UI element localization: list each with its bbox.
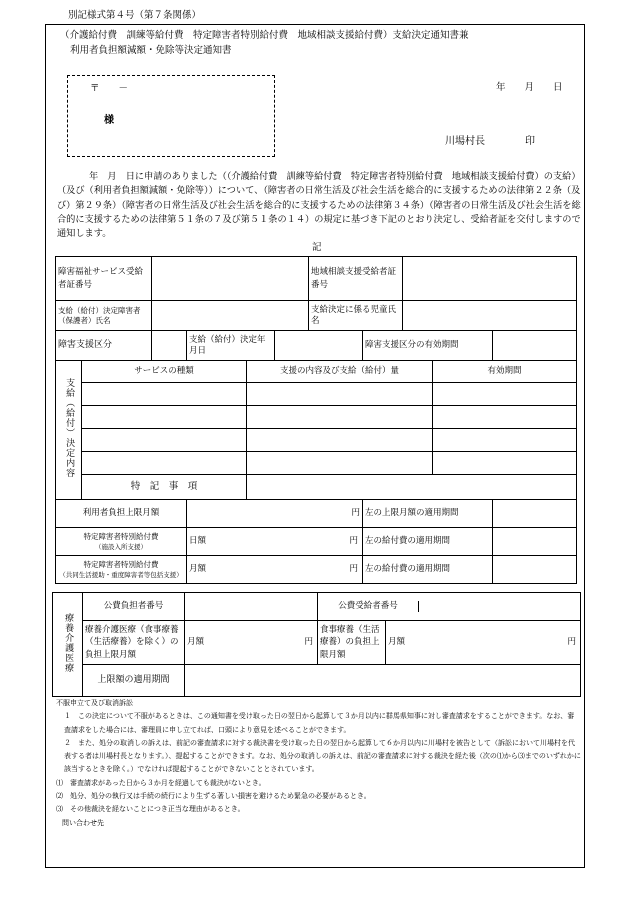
tokutei2-amount[interactable] xyxy=(187,556,363,584)
recipient-no-label: 公費受給者番号 xyxy=(318,601,419,612)
benefit-valid-label-2: 左の給付費の適用期間 xyxy=(363,556,493,584)
special-label: 特 記 事 項 xyxy=(82,475,247,500)
notes-block xyxy=(56,697,581,830)
valid-cell[interactable] xyxy=(433,406,577,429)
medical-limit-valid-value[interactable] xyxy=(185,665,581,697)
decision-content-label: 支給（給付）決定内容 xyxy=(64,378,75,479)
care-yen: 円 xyxy=(304,637,313,647)
valid-cell[interactable] xyxy=(433,429,577,452)
amount-cell[interactable] xyxy=(247,406,433,429)
amount-cell[interactable] xyxy=(247,383,433,406)
service-cell[interactable] xyxy=(82,383,247,406)
body-text: 年 月 日に申請のありました（（介護給付費 訓練等給付費 特定障害者特別給付費 地域相談支援給付費）の支給）（及び（利用者負担額減額・免除等））について、（障害者の日常生活及び社会生活を総合的に支援するための法律第２２条（及び）第２９条）（障害者の日常生活及び社会生活を総合的に支援するための法律第３４条）（障害者の日常生活及び社会生活を総合的に支援するための法律第５１条の７及び第５１条の１４）の規定に基づき下記のとおり決定し、受給者証を交付しますので通知します。 xyxy=(57,171,581,240)
decision-content-side xyxy=(56,361,82,500)
care-monthly-label: 月額 xyxy=(187,637,205,648)
welfare-no-digits[interactable] xyxy=(152,257,309,301)
service-cell[interactable] xyxy=(82,406,247,429)
service-cell[interactable] xyxy=(82,452,247,475)
note-2: ２ また、処分の取消しの訴えは、前記の審査請求に対する裁決書を受け取った日の翌日から起算して６か月以内に川場村を被告として（訴訟において川場村を代表する者は川場村長となります。）、提起することができます。なお、処分の取消しの訴えは、前記の審査請求に対する裁決を経た後（次の⑴から⑶までのいずれかに該当するときを除く。）でなければ提起することができないこととされています。 xyxy=(64,738,581,774)
meal-monthly-label: 月額 xyxy=(388,637,406,648)
class-valid-label: 障害支援区分の有効期間 xyxy=(363,331,493,361)
medical-limit-valid-label: 上限額の適用期間 xyxy=(83,665,185,697)
welfare-no-label: 障害福祉サービス受給者証番号 xyxy=(56,257,152,301)
issuer: 川場村長 印 xyxy=(445,136,535,147)
medical-side-label: 療養介護医療 xyxy=(63,612,74,673)
tokutei1-title: 特定障害者特別給付費 xyxy=(83,531,159,541)
note-p1: ⑴ 審査請求があった日から３か月を経過しても裁決がないとき。 xyxy=(56,778,266,787)
special-value[interactable] xyxy=(247,475,577,500)
col-amount: 支援の内容及び支給（給付）量 xyxy=(247,361,433,383)
amount-cell[interactable] xyxy=(247,452,433,475)
valid-cell[interactable] xyxy=(433,383,577,406)
meal-limit-label: 食事療養（生活療養）の負担上限月額 xyxy=(318,621,386,665)
medical-table xyxy=(52,592,581,697)
monthly-label: 月額 xyxy=(189,564,207,575)
benefit-valid-label: 左の給付費の適用期間 xyxy=(363,528,493,556)
tokutei1-label xyxy=(56,528,187,556)
support-class-value[interactable] xyxy=(152,331,187,361)
medical-side xyxy=(53,593,83,697)
recipient-row xyxy=(318,593,581,621)
note-1: １ この決定について不服があるときは、この通知書を受け取った日の翌日から起算して３か月以内に群馬県知事に対し審査請求をすることができます。なお、審査請求をした場合には、審理員に申し立てれば、口頭により意見を述べることができます。 xyxy=(64,712,575,734)
consult-no-label: 地域相談支援受給者証番号 xyxy=(309,257,403,301)
contact-label: 問い合わせ先 xyxy=(62,818,104,827)
col-valid: 有効期間 xyxy=(433,361,577,383)
user-limit-yen[interactable]: 円 xyxy=(187,500,363,528)
guardian-label: 支給（給付）決定障害者（保護者）氏名 xyxy=(56,301,152,331)
consult-no-digits[interactable] xyxy=(403,257,577,301)
support-class-label: 障害支援区分 xyxy=(56,331,152,361)
user-limit-label: 利用者負担上限月額 xyxy=(56,500,187,528)
decision-date-value[interactable] xyxy=(275,331,363,361)
tokutei2-sub: （共同生活援助・重度障害者等包括支援） xyxy=(59,570,183,579)
postal-mark: 〒 － xyxy=(90,83,129,94)
benefit-valid-value-2[interactable] xyxy=(493,556,577,584)
decision-date-label: 支給（給付）決定年月日 xyxy=(187,331,275,361)
class-valid-value[interactable] xyxy=(493,331,577,361)
care-limit-label: 療養介護医療（食事療養（生活療養）を除く）の負担上限月額 xyxy=(83,621,185,665)
valid-cell[interactable] xyxy=(433,452,577,475)
care-limit-amount[interactable] xyxy=(185,621,318,665)
tokutei1-sub: （施設入所支援） xyxy=(95,542,147,551)
service-cell[interactable] xyxy=(82,429,247,452)
note-p2: ⑵ 処分、処分の執行又は手続の続行により生ずる著しい損害を避けるため緊急の必要があるとき。 xyxy=(56,792,371,801)
col-service: サービスの種類 xyxy=(82,361,247,383)
title-line-1: （介護給付費 訓練等給付費 特定障害者特別給付費 地域相談支援給付費）支給決定通知書兼 xyxy=(60,30,469,41)
meal-yen: 円 xyxy=(567,637,576,647)
note-p3: ⑶ その他裁決を経ないことにつき正当な理由があるとき。 xyxy=(56,805,245,814)
title-line-2: 利用者負担額減額・免除等決定通知書 xyxy=(70,45,232,56)
amount-cell[interactable] xyxy=(247,429,433,452)
daily-label: 日額 xyxy=(189,536,207,547)
meal-limit-amount[interactable] xyxy=(386,621,581,665)
form-id: 別記様式第４号（第７条関係） xyxy=(68,10,202,21)
child-value[interactable] xyxy=(403,301,577,331)
tokutei1-amount[interactable] xyxy=(187,528,363,556)
tokutei2-yen: 円 xyxy=(349,564,359,574)
benefit-valid-value[interactable] xyxy=(493,528,577,556)
ki-label: 記 xyxy=(312,242,322,253)
guardian-value[interactable] xyxy=(152,301,309,331)
payer-no-label: 公費負担者番号 xyxy=(83,593,185,621)
limit-valid-value[interactable] xyxy=(493,500,577,528)
child-label: 支給決定に係る児童氏名 xyxy=(309,301,403,331)
tokutei2-title: 特定障害者特別給付費 xyxy=(83,559,159,569)
tokutei1-yen: 円 xyxy=(349,536,359,546)
tokutei2-label xyxy=(56,556,187,584)
limit-valid-label: 左の上限月額の適用期間 xyxy=(363,500,493,528)
decision-table xyxy=(55,256,577,584)
date-line: 年 月 日 xyxy=(496,82,563,93)
payer-no-digits[interactable] xyxy=(185,593,318,621)
notes-heading: 不服申立て及び取消訴訟 xyxy=(56,699,133,707)
sama-label: 様 xyxy=(104,115,114,126)
